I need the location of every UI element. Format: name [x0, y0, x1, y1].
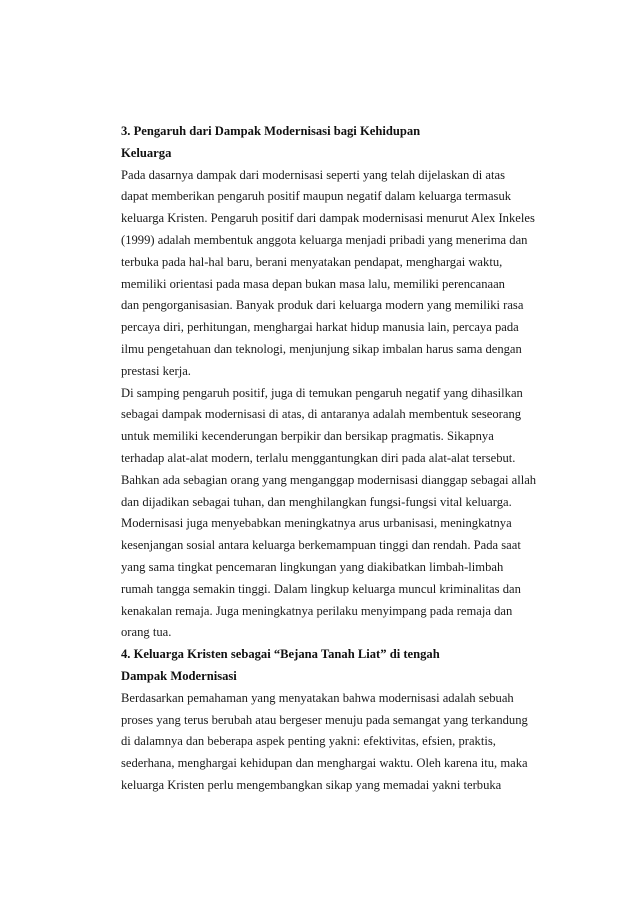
- text-line: Bahkan ada sebagian orang yang menganggap modernisasi dianggap sebagai allah: [121, 472, 537, 487]
- text-line: prestasi kerja.: [121, 363, 191, 378]
- text-line: yang sama tingkat pencemaran lingkungan yang diakibatkan limbah-limbah: [121, 559, 504, 574]
- text-line: di dalamnya dan beberapa aspek penting yakni: efektivitas, efsien, praktis,: [121, 734, 496, 749]
- text-line: Modernisasi juga menyebabkan meningkatnya arus urbanisasi, meningkatnya: [121, 516, 512, 531]
- heading-line: 3. Pengaruh dari Dampak Modernisasi bagi Kehidupan: [121, 124, 421, 138]
- text-line: keluarga Kristen perlu mengembangkan sikap yang memadai yakni terbuka: [121, 777, 502, 792]
- text-line: dapat memberikan pengaruh positif maupun negatif dalam keluarga termasuk: [121, 189, 512, 204]
- text-line: rumah tangga semakin tinggi. Dalam lingkup keluarga muncul kriminalitas dan: [121, 581, 521, 596]
- document-body: [121, 121, 546, 797]
- text-line: untuk memiliki kecenderungan berpikir dan bersikap pragmatis. Sikapnya: [121, 429, 494, 444]
- text-line: terbuka pada hal-hal baru, berani menyatakan pendapat, menghargai waktu,: [121, 254, 503, 269]
- text-line: ilmu pengetahuan dan teknologi, menjunjung sikap imbalan harus sama dengan: [121, 341, 522, 356]
- text-line: proses yang terus berubah atau bergeser menuju pada semangat yang terkandung: [121, 712, 528, 727]
- text-line: kenakalan remaja. Juga meningkatnya perilaku menyimpang pada remaja dan: [121, 603, 513, 618]
- text-line: dan dijadikan sebagai tuhan, dan menghilangkan fungsi-fungsi vital keluarga.: [121, 494, 512, 509]
- heading-line: Keluarga: [121, 145, 172, 160]
- text-line: sebagai dampak modernisasi di atas, di antaranya adalah membentuk seseorang: [121, 407, 522, 422]
- text-line: dan pengorganisasian. Banyak produk dari keluarga modern yang memiliki rasa: [121, 298, 524, 313]
- heading-line: 4. Keluarga Kristen sebagai “Bejana Tanah Liat” di tengah: [121, 647, 440, 662]
- text-line: kesenjangan sosial antara keluarga berkemampuan tinggi dan rendah. Pada saat: [121, 538, 521, 553]
- text-line: terhadap alat-alat modern, terlalu menggantungkan diri pada alat-alat tersebut.: [121, 450, 516, 465]
- text-line: keluarga Kristen. Pengaruh positif dari dampak modernisasi menurut Alex Inkeles: [121, 211, 535, 226]
- text-line: Pada dasarnya dampak dari modernisasi seperti yang telah dijelaskan di atas: [121, 167, 505, 182]
- text-line: (1999) adalah membentuk anggota keluarga menjadi pribadi yang menerima dan: [121, 232, 528, 247]
- heading-line: Dampak Modernisasi: [121, 668, 237, 683]
- text-line: sederhana, menghargai kehidupan dan menghargai waktu. Oleh karena itu, maka: [121, 756, 528, 771]
- text-line: orang tua.: [121, 625, 172, 640]
- text-line: Berdasarkan pemahaman yang menyatakan bahwa modernisasi adalah sebuah: [121, 690, 514, 705]
- text-line: percaya diri, perhitungan, menghargai harkat hidup manusia lain, percaya pada: [121, 320, 519, 335]
- text-line: Di samping pengaruh positif, juga di temukan pengaruh negatif yang dihasilkan: [121, 385, 523, 400]
- text-line: memiliki orientasi pada masa depan bukan masa lalu, memiliki perencanaan: [121, 276, 505, 291]
